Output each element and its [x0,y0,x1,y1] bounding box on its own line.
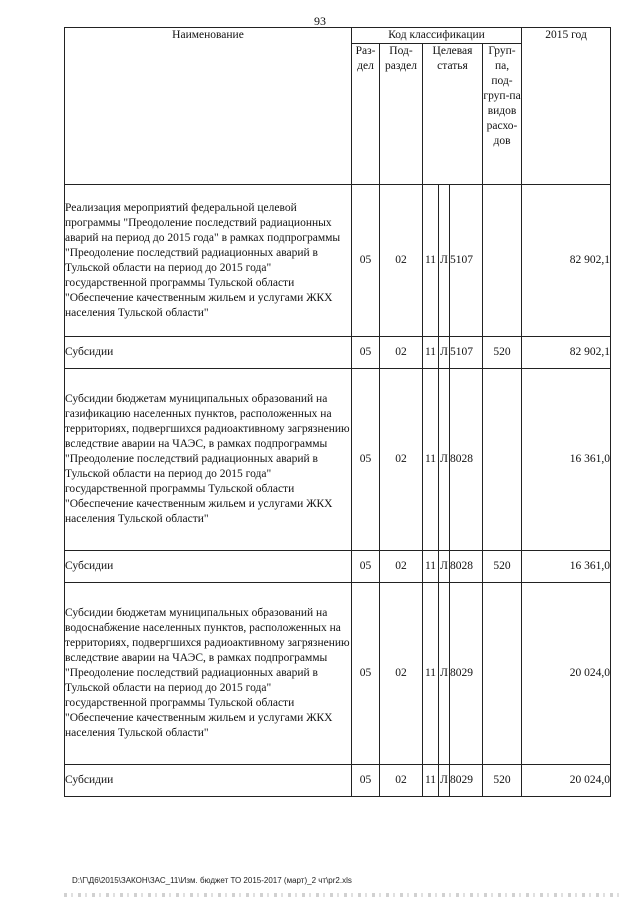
row-amount: 16 361,0 [522,369,611,551]
row-target-code: 5107 [450,185,483,337]
budget-table [64,27,611,797]
row-amount: 82 902,1 [522,185,611,337]
row-expense-group: 520 [483,765,522,797]
row-amount: 20 024,0 [522,765,611,797]
row-subsection: 02 [380,185,423,337]
scan-artifact-line [64,893,624,897]
row-section: 05 [352,583,380,765]
table-row [65,551,611,583]
row-target-subprogram: Л [439,337,450,369]
row-section: 05 [352,337,380,369]
header-expense-group: Груп-па, под-груп-па видов расхо-дов [483,44,522,185]
row-amount: 20 024,0 [522,583,611,765]
row-name: Субсидии бюджетам муниципальных образований на водоснабжение населенных пунктов, расположенных на территориях, подвергшихся радиоактивному загрязнению вследствие аварии на ЧАЭС, в рамках подпрограммы "Преодоление последствий радиационных аварий в Тульской области на период до 2015 года" государственной программы Тульской области "Обеспечение качественным жильем и услугами ЖКХ населения Тульской области" [65,583,352,765]
header-subsection: Под-раздел [380,44,423,185]
row-expense-group: 520 [483,337,522,369]
row-target-program: 11 [423,185,439,337]
row-target-subprogram: Л [439,765,450,797]
row-target-program: 11 [423,551,439,583]
row-expense-group [483,185,522,337]
row-name: Субсидии бюджетам муниципальных образований на газификацию населенных пунктов, расположенных на территориях, подвергшихся радиоактивному загрязнению вследствие аварии на ЧАЭС, в рамках подпрограммы "Преодоление последствий радиационных аварий в Тульской области на период до 2015 года" государственной программы Тульской области "Обеспечение качественным жильем и услугами ЖКХ населения Тульской области" [65,369,352,551]
row-target-code: 8028 [450,369,483,551]
row-expense-group [483,369,522,551]
row-target-code: 8029 [450,583,483,765]
header-section: Раз-дел [352,44,380,185]
header-year-2015: 2015 год [522,28,611,185]
table-row [65,337,611,369]
row-target-subprogram: Л [439,551,450,583]
row-target-program: 11 [423,369,439,551]
row-subsection: 02 [380,337,423,369]
table-row [65,185,611,337]
row-target-code: 5107 [450,337,483,369]
table-row [65,765,611,797]
row-target-program: 11 [423,337,439,369]
header-name: Наименование [65,28,352,185]
row-section: 05 [352,551,380,583]
footer-file-path: D:\Г\Д6\2015\ЗАКОН\ЗАС_11\Изм. бюджет ТО 2015-2017 (март)_2 чт\pr2.xls [72,876,352,885]
row-target-subprogram: Л [439,185,450,337]
row-subsection: 02 [380,583,423,765]
row-target-code: 8028 [450,551,483,583]
row-subsection: 02 [380,369,423,551]
row-name: Субсидии [65,337,352,369]
row-section: 05 [352,765,380,797]
page-number: 93 [314,14,326,28]
row-target-subprogram: Л [439,369,450,551]
row-section: 05 [352,369,380,551]
row-target-program: 11 [423,765,439,797]
row-subsection: 02 [380,551,423,583]
row-expense-group: 520 [483,551,522,583]
row-expense-group [483,583,522,765]
row-amount: 16 361,0 [522,551,611,583]
header-target-article: Целевая статья [423,44,483,185]
row-section: 05 [352,185,380,337]
header-classification-code: Код классификации [352,28,522,44]
row-target-program: 11 [423,583,439,765]
row-target-subprogram: Л [439,583,450,765]
row-target-code: 8029 [450,765,483,797]
table-row [65,369,611,551]
row-name: Реализация мероприятий федеральной целевой программы "Преодоление последствий радиационных аварий на период до 2015 года" в рамках подпрограммы "Преодоление последствий радиационных аварий в Тульской области на период до 2015 года" государственной программы Тульской области "Обеспечение качественным жильем и услугами ЖКХ населения Тульской области" [65,185,352,337]
row-name: Субсидии [65,551,352,583]
table-row [65,583,611,765]
row-amount: 82 902,1 [522,337,611,369]
row-name: Субсидии [65,765,352,797]
row-subsection: 02 [380,765,423,797]
